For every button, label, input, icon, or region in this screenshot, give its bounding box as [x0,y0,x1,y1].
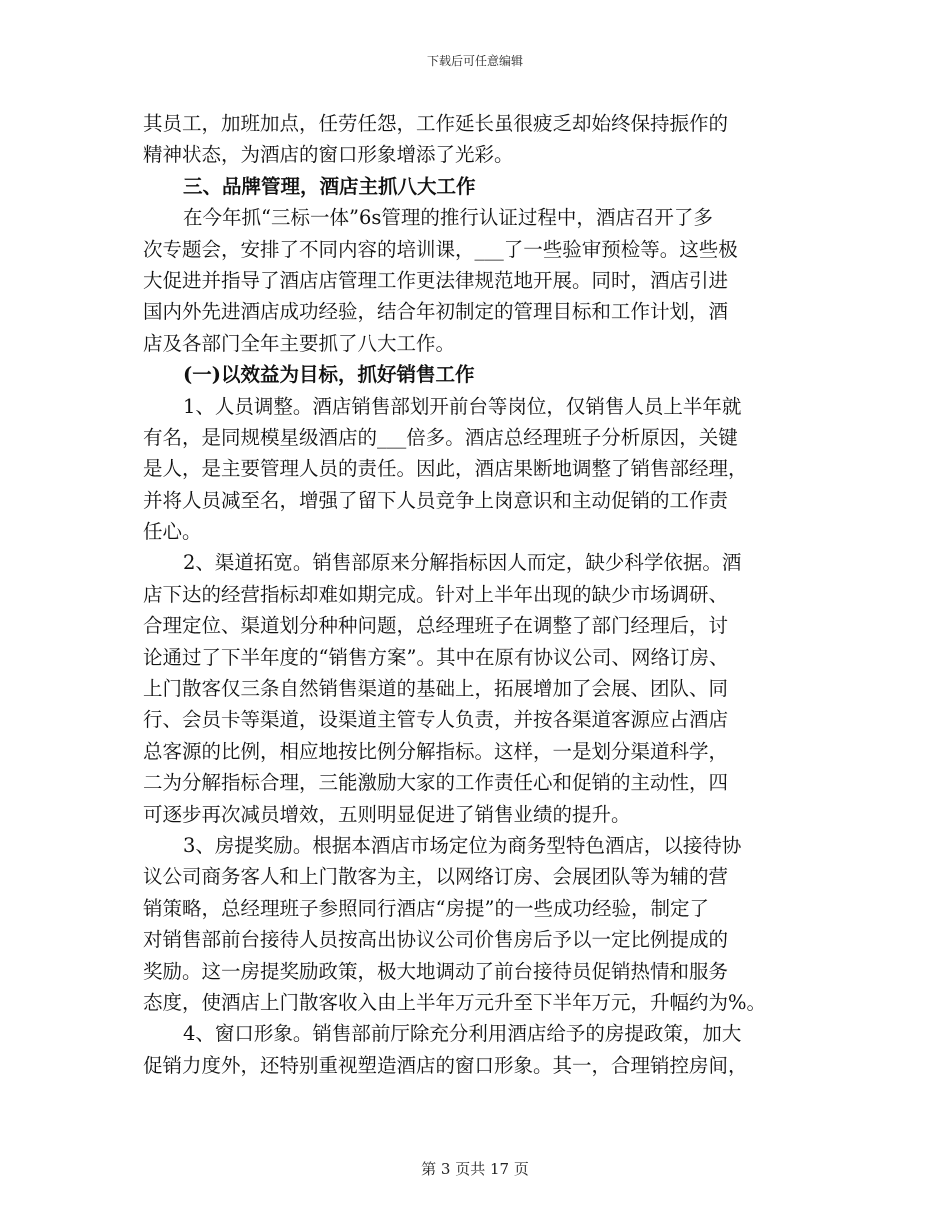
body-text-line: 3、房提奖励。根据本酒店市场定位为商务型特色酒店，以接待协 [183,833,742,857]
body-text-line: 任心。 [143,520,202,544]
body-text-line: 店及各部门全年主要抓了八大工作。 [143,331,456,355]
body-text-line: 2、渠道拓宽。销售部原来分解指标因人而定，缺少科学依据。酒 [183,551,742,575]
body-text-line: 行、会员卡等渠道，设渠道主管专人负责，并按各渠道客源应占酒店 [143,708,729,732]
section-heading: 三、品牌管理，酒店主抓八大工作 [183,174,476,198]
body-text-line: 店下达的经营指标却难如期完成。针对上半年出现的缺少市场调研、 [143,582,729,606]
body-text-line: 在今年抓“三标一体”6s管理的推行认证过程中，酒店召开了多 [183,206,713,230]
body-text-line: 4、窗口形象。销售部前厅除充分利用酒店给予的房提政策，加大 [183,1022,742,1046]
body-text-line: 奖励。这一房提奖励政策，极大地调动了前台接待员促销热情和服务 [143,959,729,983]
body-text-line: 促销力度外，还特别重视塑造酒店的窗口形象。其一，合理销控房间， [143,1053,748,1077]
document-body [143,108,813,1081]
body-text-line: 是人，是主要管理人员的责任。因此，酒店果断地调整了销售部经理， [143,457,748,481]
body-text-line: 可逐步再次减员增效，五则明显促进了销售业绩的提升。 [143,802,631,826]
body-text-line: 大促进并指导了酒店店管理工作更法律规范地开展。同时，酒店引进 [143,268,729,292]
body-text-line: 议公司商务客人和上门散客为主，以网络订房、会展团队等为辅的营 [143,865,729,889]
body-text-line: 上门散客仅三条自然销售渠道的基础上，拓展增加了会展、团队、同 [143,677,729,701]
body-text-line: 销策略，总经理班子参照同行酒店“房提”的一些成功经验，制定了 [143,896,709,920]
body-text-line: 合理定位、渠道划分种种问题，总经理班子在调整了部门经理后，讨 [143,614,729,638]
body-text-line: 有名，是同规模星级酒店的___倍多。酒店总经理班子分析原因，关键 [143,425,738,449]
section-heading: (一)以效益为目标，抓好销售工作 [183,363,475,387]
body-text-line: 精神状态，为酒店的窗口形象增添了光彩。 [143,143,514,167]
body-text-line: 态度，使酒店上门散客收入由上半年万元升至下半年万元，升幅约为%。 [143,990,767,1014]
page-header: 下载后可任意编辑 [426,54,523,68]
body-text-line: 总客源的比例，相应地按比例分解指标。这样，一是划分渠道科学， [143,739,729,763]
body-text-line: 国内外先进酒店成功经验，结合年初制定的管理目标和工作计划，酒 [143,300,729,324]
body-text-line: 其员工，加班加点，任劳任怨，工作延长虽很疲乏却始终保持振作的 [143,112,729,135]
body-text-line: 二为分解指标合理，三能激励大家的工作责任心和促销的主动性，四 [143,771,729,795]
body-text-line: 次专题会，安排了不同内容的培训课，___了一些验审预检等。这些极 [143,237,738,261]
body-text-line: 对销售部前台接待人员按高出协议公司价售房后予以一定比例提成的 [143,928,729,952]
body-text-line: 1、人员调整。酒店销售部划开前台等岗位，仅销售人员上半年就 [183,394,742,418]
body-text-line: 论通过了下半年度的“销售方案”。其中在原有协议公司、网络订房、 [143,645,729,669]
page-footer: 第 3 页共 17 页 [421,1160,529,1178]
body-text-line: 并将人员减至名，增强了留下人员竞争上岗意识和主动促销的工作责 [143,488,729,512]
